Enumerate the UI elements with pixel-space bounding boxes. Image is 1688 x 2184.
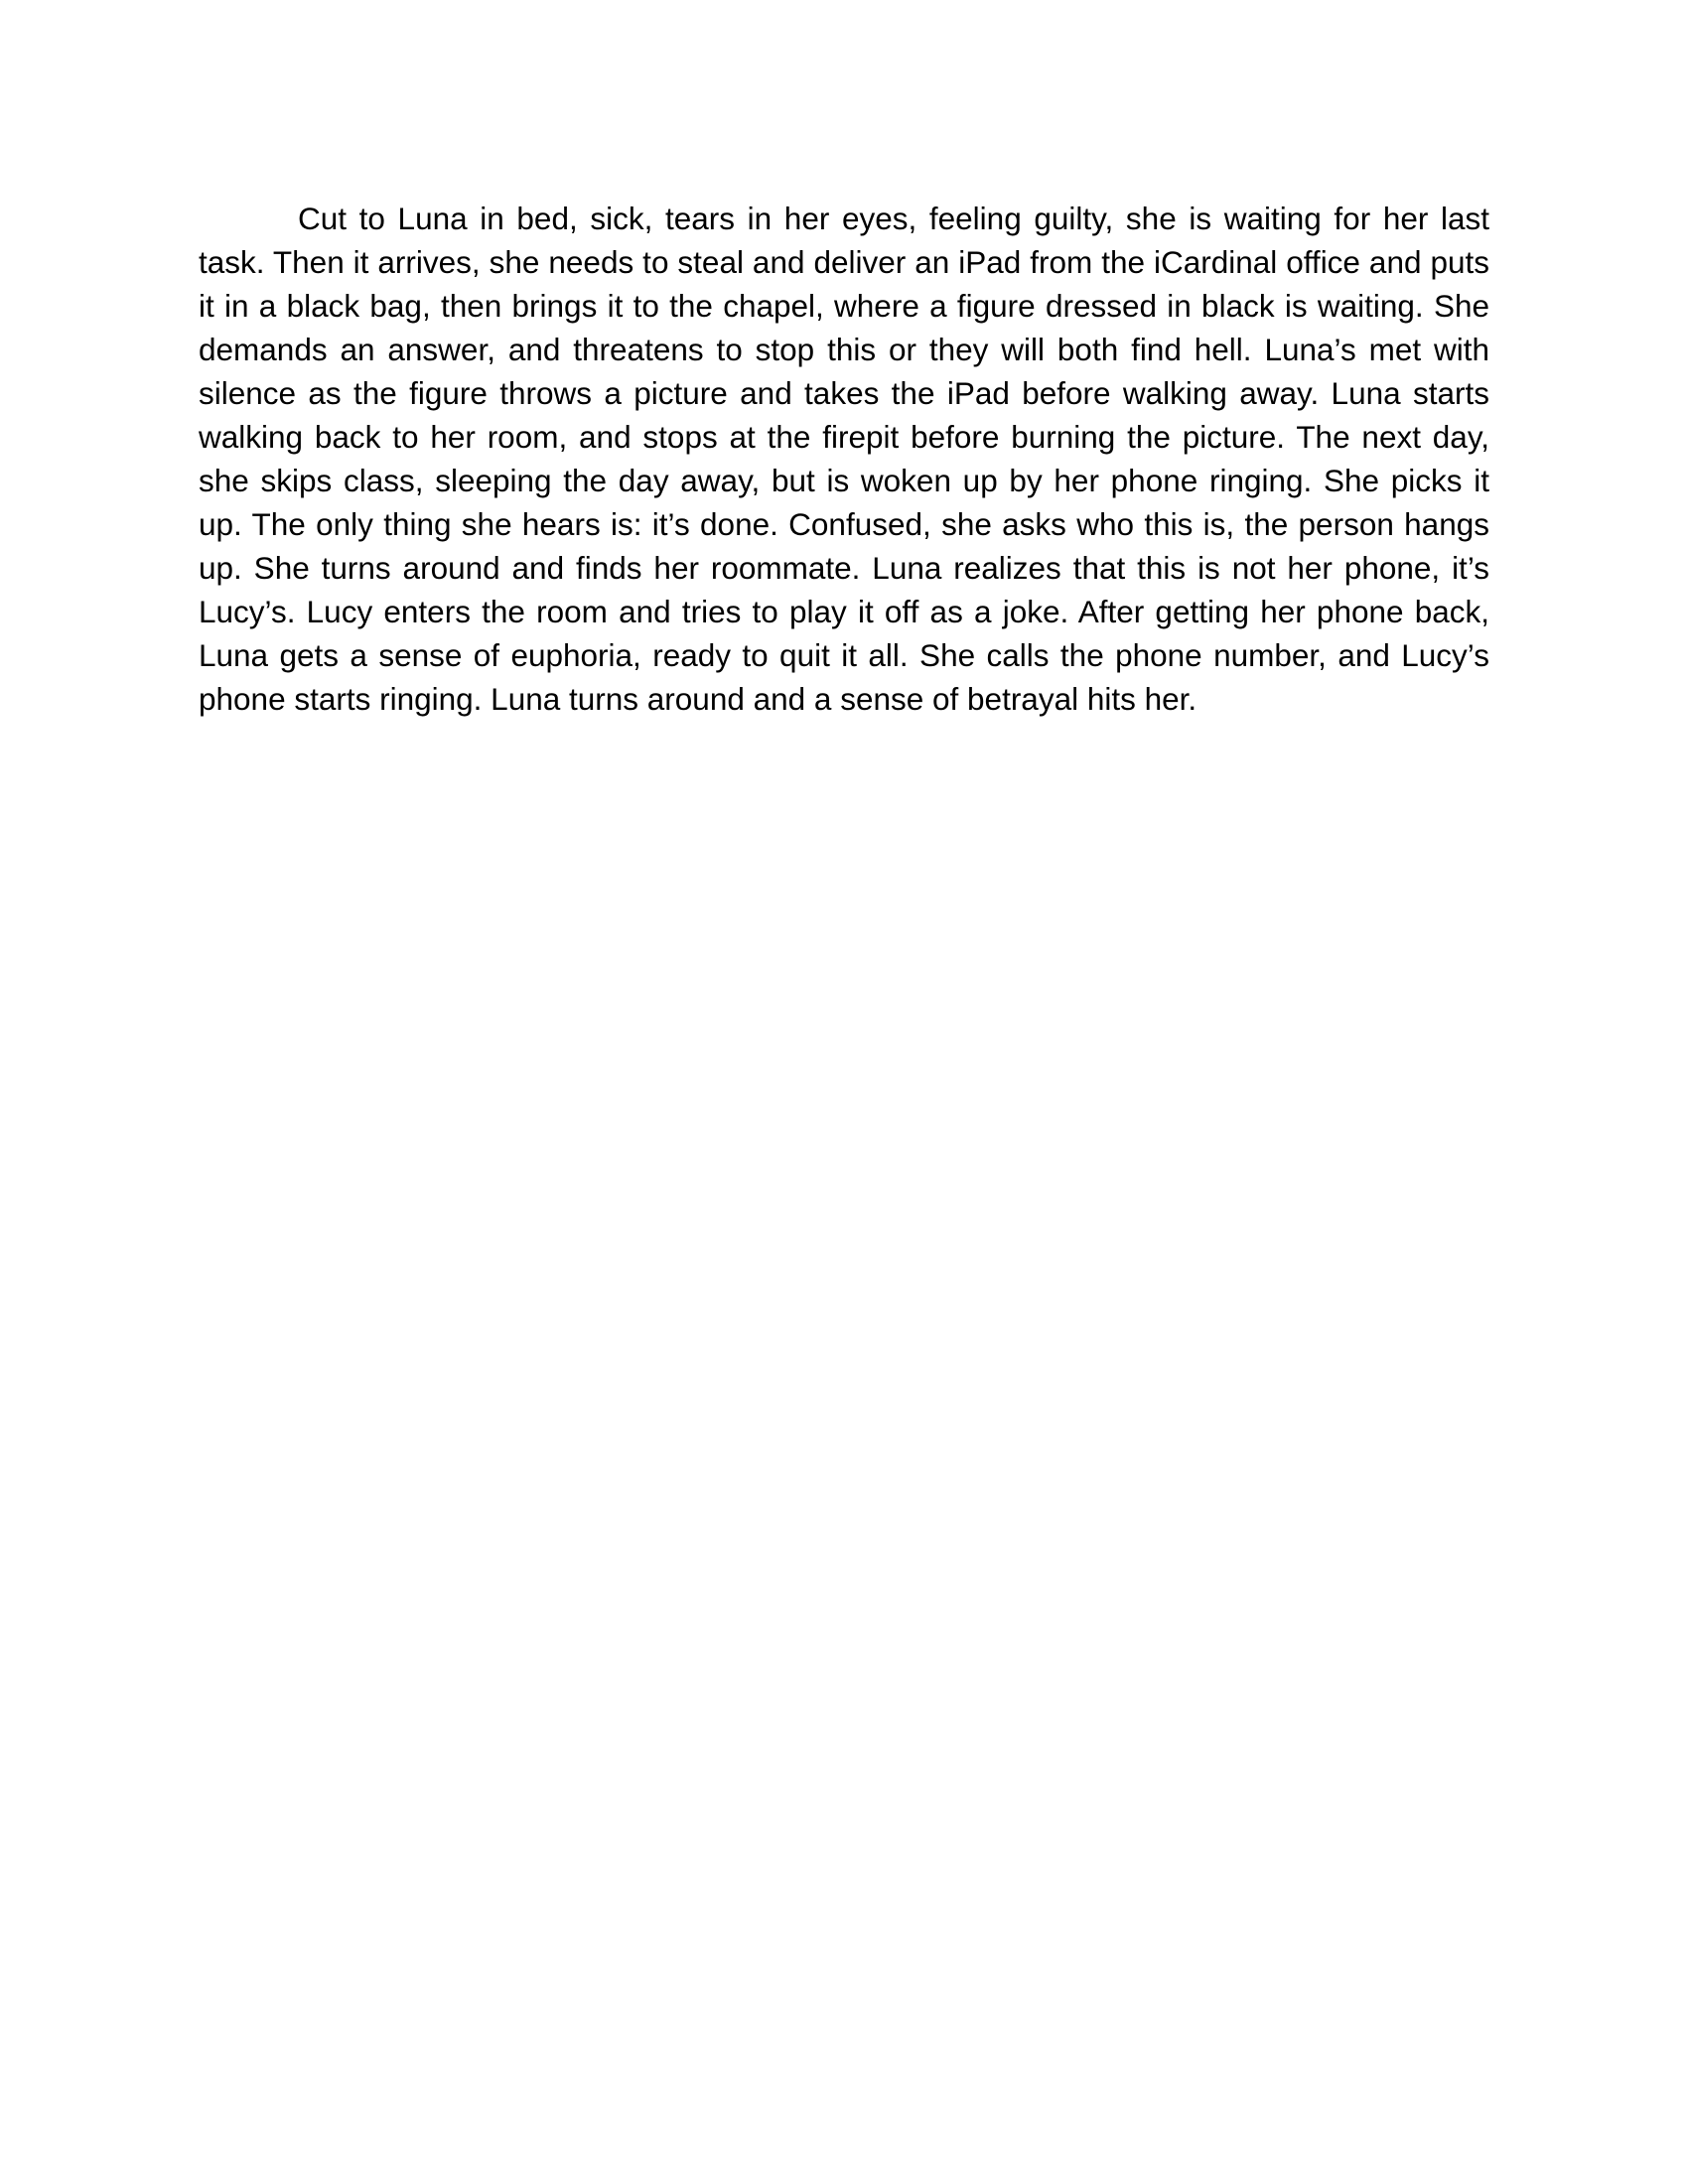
body-paragraph: Cut to Luna in bed, sick, tears in her eyes, feeling guilty, she is waiting for her last task. Then it arrives, she needs to steal and deliver an iPad from the iCardinal office and puts it in a black bag, then brings it to the chapel, where a figure dressed in black is waiting. She demands an answer, and threatens to stop this or they will both find hell. Luna’s met with silence as the figure throws a picture and takes the iPad before walking away. Luna starts walking back to her room, and stops at the firepit before burning the picture. The next day, she skips class, sleeping the day away, but is woken up by her phone ringing. She picks it up. The only thing she hears is: it’s done. Confused, she asks who this is, the person hangs up. She turns around and finds her roommate. Luna realizes that this is not her phone, it’s Lucy’s. Lucy enters the room and tries to play it off as a joke. After getting her phone back, Luna gets a sense of euphoria, ready to quit it all. She calls the phone number, and Lucy’s phone starts ringing. Luna turns around and a sense of betrayal hits her. xyxy=(199,201,1489,717)
